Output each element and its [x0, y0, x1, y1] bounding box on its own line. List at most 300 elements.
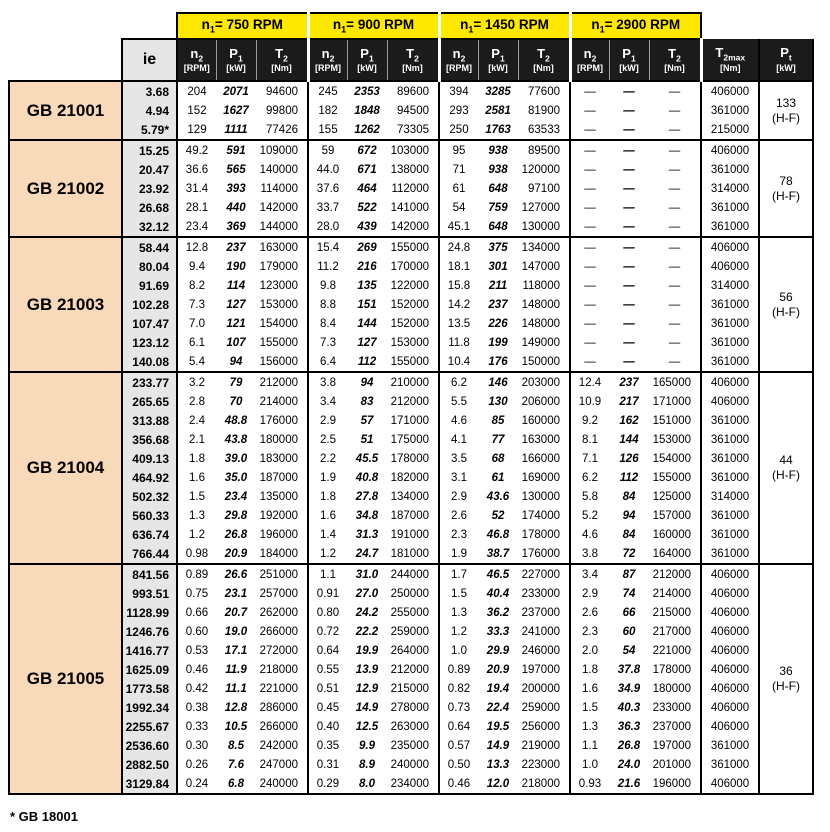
- p1-value: 20.9: [224, 547, 248, 560]
- t2-value: —: [649, 257, 701, 276]
- p1-value: 1627: [223, 104, 249, 117]
- t2-value: 250000: [387, 584, 439, 603]
- p1-value: 60: [622, 625, 636, 638]
- p1-value: 29.8: [224, 509, 248, 522]
- n2-value: 0.29: [308, 774, 347, 794]
- n2-value: 37.6: [316, 182, 340, 195]
- pt-value: [759, 372, 813, 564]
- p1-value: 237: [488, 298, 508, 311]
- n2-value: 1.3: [451, 606, 467, 619]
- p1-value: —: [623, 220, 635, 233]
- p1-value: 190: [226, 260, 246, 273]
- t2-value: 178000: [649, 660, 701, 679]
- speed-label: $n_1= 900$ RPM: [332, 17, 415, 35]
- t2-value: 180000: [256, 430, 308, 449]
- p1-value: 87: [609, 564, 649, 584]
- pt-note: (H-F): [772, 679, 800, 693]
- p1-value: 36.3: [617, 720, 641, 733]
- t2-value: 218000: [518, 774, 570, 794]
- n2-value: —: [584, 201, 596, 214]
- t2-value: 264000: [387, 641, 439, 660]
- p1-value: —: [623, 298, 635, 311]
- speed-group-header-900: [308, 13, 439, 39]
- t2-value: —: [649, 140, 701, 160]
- p1-value: 36.2: [486, 606, 510, 619]
- t2-value: 217000: [649, 622, 701, 641]
- n2-value: 7.0: [189, 317, 205, 330]
- t2-value: 256000: [518, 717, 570, 736]
- p1-value: 151: [357, 298, 377, 311]
- n2-value: 6.2: [439, 372, 478, 392]
- column-header-row: [9, 39, 813, 81]
- p1-value: 135: [357, 279, 377, 292]
- n2-value: 2.9: [451, 490, 467, 503]
- t2max-value: 361000: [701, 160, 759, 179]
- t2-value: 94500: [387, 101, 439, 120]
- p1-value: 439: [357, 220, 377, 233]
- p1-value: 14.9: [355, 701, 379, 714]
- p1-value: —: [623, 336, 635, 349]
- n2-value: —: [570, 237, 609, 257]
- t2-value: 197000: [649, 736, 701, 755]
- t2max-value: 361000: [701, 544, 759, 564]
- p1-value: 20.7: [224, 606, 248, 619]
- t2-value: 200000: [518, 679, 570, 698]
- t2-column-header: $T_2$ [Nm]: [387, 39, 439, 81]
- n2-value: 1.6: [189, 471, 205, 484]
- t2max-value: 361000: [701, 295, 759, 314]
- p1-value: —: [623, 201, 635, 214]
- n2-value: —: [584, 260, 596, 273]
- table-row: [9, 679, 813, 698]
- t2-value: 134000: [518, 237, 570, 257]
- p1-value: —: [623, 104, 635, 117]
- table-row: [9, 257, 813, 276]
- p1-value: 31.3: [355, 528, 379, 541]
- p1-value: 29.9: [486, 644, 510, 657]
- t2-value: 155000: [387, 352, 439, 372]
- t2-value: —: [649, 160, 701, 179]
- p1-value: —: [623, 163, 635, 176]
- n2-value: 1.9: [451, 547, 467, 560]
- p1-value: 565: [226, 163, 246, 176]
- p1-value: 130: [488, 395, 508, 408]
- p1-value: 22.2: [355, 625, 379, 638]
- n2-value: —: [584, 336, 596, 349]
- table-row: [9, 717, 813, 736]
- p1-value: 112: [619, 471, 639, 484]
- t2-value: 154000: [256, 314, 308, 333]
- n2-value: 0.35: [316, 739, 340, 752]
- ie-value: 1773.58: [122, 679, 177, 698]
- p1-value: 393: [226, 182, 246, 195]
- t2-value: —: [649, 101, 701, 120]
- p1-value: 1111: [224, 123, 248, 136]
- n2-value: 2.3: [451, 528, 467, 541]
- n2-value: 71: [452, 163, 466, 176]
- n2-value: 1.5: [582, 701, 598, 714]
- ie-value: 993.51: [122, 584, 177, 603]
- t2-value: —: [649, 237, 701, 257]
- t2-value: 197000: [518, 660, 570, 679]
- n2-value: 0.31: [316, 758, 340, 771]
- p1-value: 94: [229, 355, 243, 368]
- n2-value: 0.91: [316, 587, 340, 600]
- pt-power: 78: [779, 173, 793, 188]
- p1-value: 70: [229, 395, 243, 408]
- n2-value: 8.8: [320, 298, 336, 311]
- n2-value: 0.66: [185, 606, 209, 619]
- t2-value: 169000: [518, 468, 570, 487]
- t2-value: 153000: [387, 333, 439, 352]
- t2-value: —: [649, 179, 701, 198]
- t2-value: 130000: [518, 487, 570, 506]
- t2-value: 184000: [256, 544, 308, 564]
- t2-value: 237000: [518, 603, 570, 622]
- pt-value: [759, 237, 813, 372]
- t2-value: 247000: [256, 755, 308, 774]
- n2-value: 0.75: [185, 587, 209, 600]
- n2-value: 0.42: [185, 682, 209, 695]
- table-row: [9, 276, 813, 295]
- p1-value: 19.5: [486, 720, 510, 733]
- p1-value: 11.1: [225, 682, 247, 695]
- t2-value: 148000: [518, 314, 570, 333]
- t2-value: 97100: [518, 179, 570, 198]
- footnote: * GB 18001: [10, 809, 78, 824]
- t2-value: 155000: [387, 237, 439, 257]
- table-row: [9, 140, 813, 160]
- p1-value: 72: [622, 547, 636, 560]
- ie-value: 502.32: [122, 487, 177, 506]
- n2-value: 15.8: [447, 279, 471, 292]
- t2-value: 180000: [649, 679, 701, 698]
- t2-value: 187000: [256, 468, 308, 487]
- t2-value: 215000: [387, 679, 439, 698]
- p1-value: 61: [491, 471, 505, 484]
- t2max-value: 361000: [701, 430, 759, 449]
- p1-value: 237: [609, 372, 649, 392]
- t2-value: 164000: [649, 544, 701, 564]
- ie-value: 5.79*: [122, 120, 177, 140]
- p1-value: 237: [216, 237, 256, 257]
- n2-value: 4.6: [451, 414, 467, 427]
- n2-value: 3.8: [582, 547, 598, 560]
- p1-value: 301: [488, 260, 508, 273]
- t2-value: 151000: [649, 411, 701, 430]
- table-row: [9, 295, 813, 314]
- n2-value: 2.6: [451, 509, 467, 522]
- t2-value: 170000: [387, 257, 439, 276]
- t2-value: 182000: [387, 468, 439, 487]
- table-row: [9, 217, 813, 237]
- n2-value: 4.1: [451, 433, 467, 446]
- p1-value: 40.3: [617, 701, 641, 714]
- t2max-value: 406000: [701, 81, 759, 101]
- n2-value: 45.1: [447, 220, 471, 233]
- t2-value: 135000: [256, 487, 308, 506]
- t2-value: 218000: [256, 660, 308, 679]
- t2-value: 206000: [518, 392, 570, 411]
- t2-value: 125000: [649, 487, 701, 506]
- ie-value: 23.92: [122, 179, 177, 198]
- p1-value: 43.8: [224, 433, 248, 446]
- p1-value: 648: [488, 182, 508, 195]
- t2-value: 166000: [518, 449, 570, 468]
- n2-value: —: [584, 182, 596, 195]
- ie-value: 123.12: [122, 333, 177, 352]
- n2-value: 49.2: [177, 140, 216, 160]
- table-row: [9, 120, 813, 140]
- n2-value: 0.38: [185, 701, 209, 714]
- n2-value: 1.8: [320, 490, 336, 503]
- n2-value: 0.89: [447, 663, 471, 676]
- t2-value: 138000: [387, 160, 439, 179]
- p1-value: —: [623, 279, 635, 292]
- t2-value: 142000: [256, 198, 308, 217]
- t2-value: 114000: [256, 179, 308, 198]
- t2-value: 77426: [256, 120, 308, 140]
- t2max-value: 406000: [701, 603, 759, 622]
- table-row: [9, 774, 813, 794]
- p1-value: 226: [488, 317, 508, 330]
- t2-value: 171000: [387, 411, 439, 430]
- p1-value: 9.9: [359, 739, 375, 752]
- n2-value: 5.8: [582, 490, 598, 503]
- n2-value: 6.2: [582, 471, 598, 484]
- t2-value: 149000: [518, 333, 570, 352]
- n2-value: 0.30: [185, 739, 209, 752]
- p1-value: —: [623, 355, 635, 368]
- p1-value: 12.9: [355, 682, 379, 695]
- n2-value: —: [570, 81, 609, 101]
- t2-value: 103000: [387, 140, 439, 160]
- t2-value: 235000: [387, 736, 439, 755]
- ie-value: 107.47: [122, 314, 177, 333]
- p1-value: 23.4: [224, 490, 248, 503]
- n2-value: 1.5: [189, 490, 205, 503]
- table-row: [9, 430, 813, 449]
- t2-value: 212000: [387, 660, 439, 679]
- n2-value: 1.0: [582, 758, 598, 771]
- n2-value: 0.45: [316, 701, 340, 714]
- t2-value: 241000: [518, 622, 570, 641]
- t2-value: 127000: [518, 198, 570, 217]
- table-row: [9, 237, 813, 257]
- n2-value: 5.4: [189, 355, 205, 368]
- table-row: [9, 392, 813, 411]
- n2-value: 0.46: [439, 774, 478, 794]
- t2-value: —: [649, 217, 701, 237]
- t2-value: 212000: [256, 372, 308, 392]
- p1-value: —: [623, 123, 635, 136]
- ie-value: 58.44: [122, 237, 177, 257]
- n2-value: 3.2: [177, 372, 216, 392]
- n2-value: 204: [177, 81, 216, 101]
- p1-value: 8.0: [347, 774, 387, 794]
- p1-value: —: [609, 140, 649, 160]
- t2-value: 246000: [518, 641, 570, 660]
- table-row: [9, 660, 813, 679]
- p1-value: 127: [226, 298, 246, 311]
- p1-value: 269: [347, 237, 387, 257]
- table-row: [9, 584, 813, 603]
- t2max-value: 361000: [701, 755, 759, 774]
- ie-value: 26.68: [122, 198, 177, 217]
- table-row: [9, 333, 813, 352]
- p1-value: 1763: [485, 123, 511, 136]
- p1-value: 672: [347, 140, 387, 160]
- t2-value: 196000: [649, 774, 701, 794]
- t2-value: 257000: [256, 584, 308, 603]
- p1-value: 19.0: [224, 625, 248, 638]
- n2-value: 2.1: [189, 433, 205, 446]
- n2-value: 95: [439, 140, 478, 160]
- t2max-value: 406000: [701, 392, 759, 411]
- t2-value: 154000: [649, 449, 701, 468]
- p1-value: 84: [622, 490, 636, 503]
- n2-value: 0.26: [185, 758, 209, 771]
- t2-column-header: $T_2$ [Nm]: [256, 39, 308, 81]
- p1-value: 176: [488, 355, 508, 368]
- n2-value: 2.2: [320, 452, 336, 465]
- t2max-value: 314000: [701, 179, 759, 198]
- ie-value: 1416.77: [122, 641, 177, 660]
- speed-group-header-750: [177, 13, 308, 39]
- p1-value: —: [609, 237, 649, 257]
- p1-value: 51: [360, 433, 374, 446]
- p1-value: 46.5: [478, 564, 518, 584]
- n2-value: 8.2: [189, 279, 205, 292]
- t2-value: 242000: [256, 736, 308, 755]
- n2-value: 28.1: [185, 201, 209, 214]
- p1-value: 8.5: [228, 739, 244, 752]
- ie-value: 233.77: [122, 372, 177, 392]
- pt-value: [759, 81, 813, 140]
- table-row: [9, 487, 813, 506]
- t2-value: —: [649, 352, 701, 372]
- t2-value: 233000: [649, 698, 701, 717]
- n2-value: 7.1: [582, 452, 598, 465]
- p1-value: 11.9: [225, 663, 247, 676]
- speed-label: $n_1= 2900$ RPM: [591, 17, 681, 35]
- t2-value: —: [649, 276, 701, 295]
- t2max-value: 406000: [701, 372, 759, 392]
- p1-value: 19.4: [486, 682, 510, 695]
- n2-value: 10.4: [447, 355, 471, 368]
- n2-value: 1.2: [451, 625, 467, 638]
- n2-value: 5.5: [451, 395, 467, 408]
- p1-value: —: [609, 81, 649, 101]
- t2-value: 272000: [256, 641, 308, 660]
- p1-value: 671: [357, 163, 377, 176]
- t2-value: 155000: [649, 468, 701, 487]
- table-row: [9, 314, 813, 333]
- group-label: GB 21004: [9, 372, 122, 564]
- p1-value: 6.8: [216, 774, 256, 794]
- p1-value: 33.3: [486, 625, 510, 638]
- table-row: [9, 372, 813, 392]
- speed-label: $n_1= 1450$ RPM: [460, 17, 549, 35]
- ie-value: 356.68: [122, 430, 177, 449]
- p1-value: 31.0: [347, 564, 387, 584]
- table-row: [9, 81, 813, 101]
- t2-value: 81900: [518, 101, 570, 120]
- t2-value: 134000: [387, 487, 439, 506]
- t2-value: 175000: [387, 430, 439, 449]
- n2-value: 0.64: [447, 720, 471, 733]
- p1-value: 217: [619, 395, 639, 408]
- ie-value: 102.28: [122, 295, 177, 314]
- n2-value: 54: [452, 201, 466, 214]
- t2-value: 163000: [256, 237, 308, 257]
- p1-value: 121: [226, 317, 246, 330]
- p1-value: 77: [491, 433, 505, 446]
- t2-value: 63533: [518, 120, 570, 140]
- p1-value: 66: [622, 606, 636, 619]
- p1-value: —: [623, 317, 635, 330]
- p1-value: 26.8: [224, 528, 248, 541]
- n2-value: 0.51: [316, 682, 340, 695]
- n2-value: 1.3: [189, 509, 205, 522]
- n2-value: 1.9: [320, 471, 336, 484]
- n2-value: 1.6: [582, 682, 598, 695]
- ie-value: 2536.60: [122, 736, 177, 755]
- n2-value: 5.2: [582, 509, 598, 522]
- table-row: [9, 736, 813, 755]
- p1-column-header: $P_1$ [kW]: [478, 39, 518, 81]
- t2-value: 89600: [387, 81, 439, 101]
- n2-value: —: [570, 140, 609, 160]
- ie-value: 3129.84: [122, 774, 177, 794]
- n2-value: 15.4: [308, 237, 347, 257]
- t2-value: 118000: [518, 276, 570, 295]
- t2max-value: 361000: [701, 449, 759, 468]
- t2max-value: 361000: [701, 736, 759, 755]
- t2-value: 73305: [387, 120, 439, 140]
- n2-value: 1.6: [320, 509, 336, 522]
- t2-value: 234000: [387, 774, 439, 794]
- t2-value: 176000: [256, 411, 308, 430]
- t2-value: 233000: [518, 584, 570, 603]
- ie-value: 313.88: [122, 411, 177, 430]
- ie-value: 409.13: [122, 449, 177, 468]
- t2-value: 240000: [387, 755, 439, 774]
- t2-value: 122000: [387, 276, 439, 295]
- n2-value: 3.5: [451, 452, 467, 465]
- p1-value: 8.9: [359, 758, 375, 771]
- p1-value: 22.4: [486, 701, 510, 714]
- n2-value: 1.8: [582, 663, 598, 676]
- n2-value: 182: [318, 104, 338, 117]
- speed-label: $n_1= 750$ RPM: [201, 17, 283, 35]
- p1-value: 13.9: [355, 663, 379, 676]
- group-label: GB 21001: [9, 81, 122, 140]
- n2-value: 31.4: [185, 182, 209, 195]
- ie-value: 32.12: [122, 217, 177, 237]
- pt-power: 36: [779, 664, 793, 678]
- t2-value: 221000: [256, 679, 308, 698]
- n2-value: 6.4: [320, 355, 336, 368]
- t2-value: 148000: [518, 295, 570, 314]
- pt-power: 133: [775, 95, 797, 110]
- n2-value: 0.50: [447, 758, 471, 771]
- p1-value: 24.0: [617, 758, 641, 771]
- t2-value: 244000: [387, 564, 439, 584]
- n2-value: 2.9: [320, 414, 336, 427]
- table-row: [9, 506, 813, 525]
- p1-value: 40.8: [355, 471, 379, 484]
